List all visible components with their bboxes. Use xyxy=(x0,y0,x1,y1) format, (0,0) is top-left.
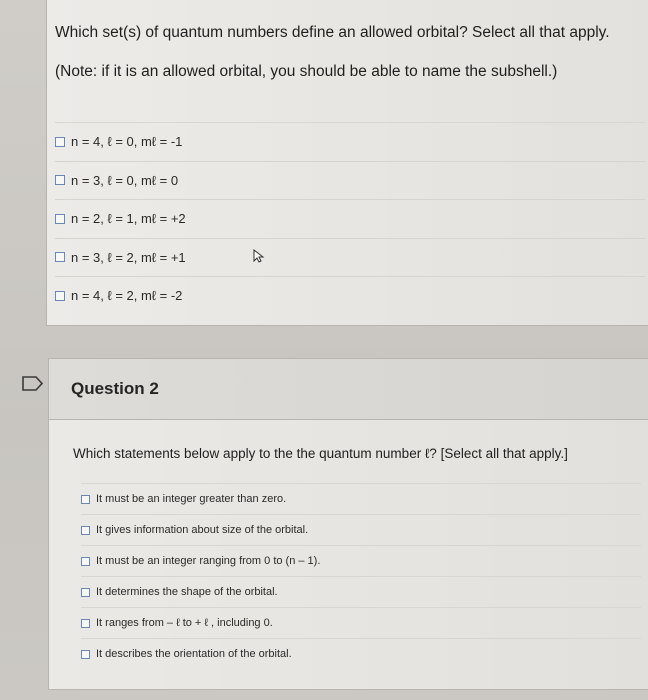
option-checkbox[interactable] xyxy=(55,214,65,224)
option-checkbox[interactable] xyxy=(55,175,65,185)
option-label: It ranges from – ℓ to + ℓ , including 0. xyxy=(96,617,273,629)
question-2-option[interactable] xyxy=(81,576,641,607)
question-2-option[interactable] xyxy=(81,545,641,576)
question-1-option[interactable] xyxy=(55,122,645,161)
option-label: It must be an integer ranging from 0 to (n – 1). xyxy=(96,555,321,567)
question-1-card xyxy=(46,0,648,326)
question-2-prompt: Which statements below apply to the the quantum number ℓ? [Select all that apply.] xyxy=(73,446,568,461)
option-label: n = 3, ℓ = 0, mℓ = 0 xyxy=(71,172,179,188)
question-flag-icon[interactable] xyxy=(22,376,44,391)
option-checkbox[interactable] xyxy=(81,495,90,504)
option-checkbox[interactable] xyxy=(55,252,65,262)
option-label: It gives information about size of the orbital. xyxy=(96,524,309,536)
option-checkbox[interactable] xyxy=(81,526,90,535)
option-checkbox[interactable] xyxy=(81,557,90,566)
option-label: n = 4, ℓ = 0, mℓ = -1 xyxy=(71,134,183,150)
question-1-prompt: Which set(s) of quantum numbers define an allowed orbital? Select all that apply. xyxy=(55,24,610,41)
option-label: It describes the orientation of the orbital. xyxy=(96,648,292,660)
option-label: n = 4, ℓ = 2, mℓ = -2 xyxy=(71,288,183,304)
question-2-option[interactable] xyxy=(81,638,641,669)
option-checkbox[interactable] xyxy=(81,619,90,628)
question-2-option[interactable] xyxy=(81,483,641,514)
option-checkbox[interactable] xyxy=(81,588,90,597)
question-2-options xyxy=(81,483,641,669)
option-label: It must be an integer greater than zero. xyxy=(96,493,287,505)
option-checkbox[interactable] xyxy=(55,137,65,147)
question-1-option[interactable] xyxy=(55,199,645,238)
option-label: n = 3, ℓ = 2, mℓ = +1 xyxy=(71,249,186,265)
mouse-pointer-icon xyxy=(253,249,265,263)
option-label: It determines the shape of the orbital. xyxy=(96,586,278,598)
option-checkbox[interactable] xyxy=(81,650,90,659)
question-1-options xyxy=(55,122,645,315)
question-2-option[interactable] xyxy=(81,607,641,638)
option-checkbox[interactable] xyxy=(55,291,65,301)
question-1-option[interactable] xyxy=(55,238,645,277)
question-1-note: (Note: if it is an allowed orbital, you should be able to name the subshell.) xyxy=(55,63,558,80)
question-2-option[interactable] xyxy=(81,514,641,545)
option-label: n = 2, ℓ = 1, mℓ = +2 xyxy=(71,211,186,227)
question-1-option[interactable] xyxy=(55,161,645,200)
question-2-body xyxy=(48,420,648,690)
question-1-option[interactable] xyxy=(55,276,645,315)
question-2-title: Question 2 xyxy=(71,379,159,398)
question-2-header xyxy=(48,358,648,420)
